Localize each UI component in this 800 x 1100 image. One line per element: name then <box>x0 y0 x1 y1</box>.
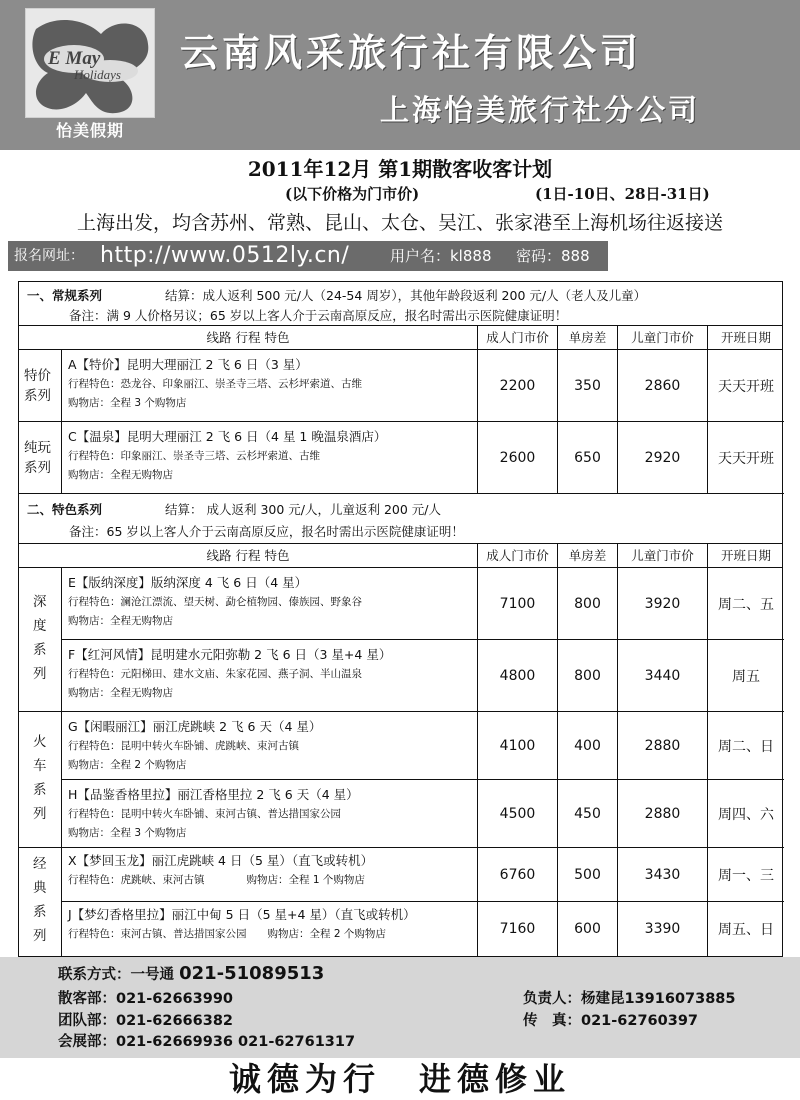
departure-days: 天天开班 <box>707 350 784 421</box>
route-shopping: 购物店：全程 1 个购物店 <box>246 874 365 886</box>
section-featured-settlement: 结算： 成人返利 300 元/人，儿童返利 200 元/人 <box>165 502 442 517</box>
adult-price: 7160 <box>477 902 557 956</box>
category-label: 深度系列 <box>33 594 47 682</box>
table-row <box>62 422 784 494</box>
header-adult-price: 成人门市价 <box>477 544 557 568</box>
departure-days: 天天开班 <box>707 422 784 493</box>
child-price: 2860 <box>617 350 707 421</box>
table-row <box>62 780 784 848</box>
logo-chinese-name: 怡美假期 <box>55 121 124 140</box>
price-note: (以下价格为门市价) <box>285 185 420 203</box>
header-single-supplement: 单房差 <box>557 544 617 568</box>
child-price: 2920 <box>617 422 707 493</box>
section-regular-settlement: 结算：成人返利 500 元/人（24-54 周岁），其他年龄段返利 200 元/人（老人及儿童） <box>165 288 647 303</box>
route-title: F【红河风情】昆明建水元阳弥勒 2 飞 6 日（3 星+4 星） <box>68 647 392 662</box>
single-supplement: 650 <box>557 422 617 493</box>
category-train <box>19 712 62 848</box>
category-label: 特价系列 <box>24 368 51 404</box>
category-label: 纯玩系列 <box>24 440 51 476</box>
route-shopping: 购物店：全程 2 个购物店 <box>68 759 187 771</box>
fax-number: 传 真：021-62760397 <box>523 1013 698 1029</box>
single-supplement: 600 <box>557 902 617 956</box>
route-features: 行程特色：恐龙谷、印象丽江、崇圣寺三塔、云杉坪索道、古维 <box>68 378 362 390</box>
header-child-price: 儿童门市价 <box>617 544 707 568</box>
route-shopping: 购物店：全程无购物店 <box>68 687 173 699</box>
route-title: X【梦回玉龙】丽江虎跳峡 4 日（5 星）（直飞或转机） <box>68 853 374 868</box>
child-price: 2880 <box>617 780 707 847</box>
table-row <box>62 902 784 956</box>
logo-text-holidays: Holidays <box>74 67 121 82</box>
departure-days: 周二、日 <box>707 712 784 779</box>
table-row <box>62 350 784 422</box>
table-header-row <box>19 326 782 350</box>
single-supplement: 450 <box>557 780 617 847</box>
departure-days: 周五、日 <box>707 902 784 956</box>
route-features: 行程特色：昆明中转火车卧铺、束河古镇、普达措国家公园 <box>68 808 341 820</box>
hotline-number: 021-51089513 <box>179 963 325 984</box>
branch-name: 上海怡美旅行社分公司 <box>380 93 701 127</box>
category-label: 经典系列 <box>33 856 47 944</box>
header-route: 线路 行程 特色 <box>206 548 290 563</box>
individual-dept-phone: 散客部：021-62663990 <box>58 991 233 1007</box>
route-title: E【版纳深度】版纳深度 4 飞 6 日（4 星） <box>68 575 308 590</box>
header-route: 线路 行程 特色 <box>206 330 290 345</box>
route-shopping: 购物店：全程 2 个购物店 <box>267 928 386 940</box>
adult-price: 6760 <box>477 848 557 901</box>
route-shopping: 购物店：全程无购物店 <box>68 615 173 627</box>
header-single-supplement: 单房差 <box>557 326 617 350</box>
exhibition-dept-phone: 会展部：021-62669936 021-62761317 <box>58 1034 356 1050</box>
route-features: 行程特色：澜沧江漂流、望天树、勐仑植物园、傣族园、野象谷 <box>68 596 362 608</box>
route-features: 行程特色：元阳梯田、建水文庙、朱家花园、燕子洞、半山温泉 <box>68 668 362 680</box>
departure-days: 周五 <box>707 640 784 711</box>
registration-bar <box>8 241 608 271</box>
table-row <box>62 712 784 780</box>
section-featured-header <box>19 494 782 544</box>
company-slogan: 诚德为行 进德修业 <box>0 1058 800 1100</box>
group-dept-phone: 团队部：021-62666382 <box>58 1013 233 1029</box>
company-logo <box>25 8 155 118</box>
single-supplement: 800 <box>557 568 617 639</box>
departure-days: 周四、六 <box>707 780 784 847</box>
route-title: G【闲暇丽江】丽江虎跳峡 2 飞 6 天（4 星） <box>68 719 322 734</box>
departure-days: 周一、三 <box>707 848 784 901</box>
section-regular-header <box>19 282 782 326</box>
registration-password: 密码：888 <box>516 247 590 265</box>
child-price: 3920 <box>617 568 707 639</box>
plan-title: 2011年12月 第1期散客收客计划 <box>247 157 553 181</box>
section-regular-title: 一、常规系列 <box>27 288 103 303</box>
table-row <box>62 568 784 640</box>
route-title: J【梦幻香格里拉】丽江中甸 5 日（5 星+4 星）（直飞或转机） <box>68 907 416 922</box>
header-departure-days: 开班日期 <box>707 326 784 350</box>
table-header-row <box>19 544 782 568</box>
adult-price: 4500 <box>477 780 557 847</box>
header-departure-days: 开班日期 <box>707 544 784 568</box>
category-in-depth <box>19 568 62 712</box>
single-supplement: 800 <box>557 640 617 711</box>
child-price: 3390 <box>617 902 707 956</box>
logo-text-emay: E May <box>48 48 101 69</box>
category-pure-tour <box>19 422 62 494</box>
single-supplement: 350 <box>557 350 617 421</box>
route-title: C【温泉】昆明大理丽江 2 飞 6 日（4 星 1 晚温泉酒店） <box>68 429 387 444</box>
dates-note: (1日-10日、28日-31日) <box>535 185 710 203</box>
adult-price: 4100 <box>477 712 557 779</box>
route-shopping: 购物店：全程 3 个购物店 <box>68 397 187 409</box>
tour-price-table <box>18 281 783 957</box>
route-title: A【特价】昆明大理丽江 2 飞 6 日（3 星） <box>68 357 308 372</box>
route-features: 行程特色：昆明中转火车卧铺、虎跳峡、束河古镇 <box>68 740 299 752</box>
table-row <box>62 640 784 712</box>
departure-days: 周二、五 <box>707 568 784 639</box>
route-features: 行程特色：束河古镇、普达措国家公园 <box>68 928 247 940</box>
adult-price: 4800 <box>477 640 557 711</box>
section-featured-title: 二、特色系列 <box>27 502 103 517</box>
route-title: H【品鉴香格里拉】丽江香格里拉 2 飞 6 天（4 星） <box>68 787 359 802</box>
route-features: 行程特色：印象丽江、崇圣寺三塔、云杉坪索道、古维 <box>68 450 320 462</box>
registration-label: 报名网址： <box>14 248 84 264</box>
single-supplement: 500 <box>557 848 617 901</box>
route-shopping: 购物店：全程无购物店 <box>68 469 173 481</box>
section-featured-remark: 备注：65 岁以上客人介于云南高原反应，报名时需出示医院健康证明！ <box>69 524 464 539</box>
header-banner <box>0 0 800 150</box>
child-price: 3430 <box>617 848 707 901</box>
section-regular-remark: 备注：满 9 人价格另议；65 岁以上客人介于云南高原反应，报名时需出示医院健康证明！ <box>69 308 568 323</box>
adult-price: 7100 <box>477 568 557 639</box>
manager-contact: 负责人：杨建昆13916073885 <box>523 991 736 1007</box>
adult-price: 2600 <box>477 422 557 493</box>
header-adult-price: 成人门市价 <box>477 326 557 350</box>
child-price: 2880 <box>617 712 707 779</box>
registration-url-link[interactable]: http://www.0512ly.cn/ <box>100 243 350 268</box>
company-name: 云南风采旅行社有限公司 <box>180 31 643 75</box>
registration-username: 用户名：kl888 <box>390 247 492 265</box>
child-price: 3440 <box>617 640 707 711</box>
category-label: 火车系列 <box>33 734 47 822</box>
category-special-price <box>19 350 62 422</box>
header-child-price: 儿童门市价 <box>617 326 707 350</box>
hotline-label: 联系方式：一号通 <box>58 967 174 983</box>
route-shopping: 购物店：全程 3 个购物店 <box>68 827 187 839</box>
single-supplement: 400 <box>557 712 617 779</box>
logo-graphic <box>26 9 156 119</box>
category-classic <box>19 848 62 956</box>
table-row <box>62 848 784 902</box>
route-features: 行程特色：虎跳峡、束河古镇 <box>68 874 205 886</box>
adult-price: 2200 <box>477 350 557 421</box>
departure-note: 上海出发，均含苏州、常熟、昆山、太仓、吴江、张家港至上海机场往返接送 <box>76 212 723 234</box>
